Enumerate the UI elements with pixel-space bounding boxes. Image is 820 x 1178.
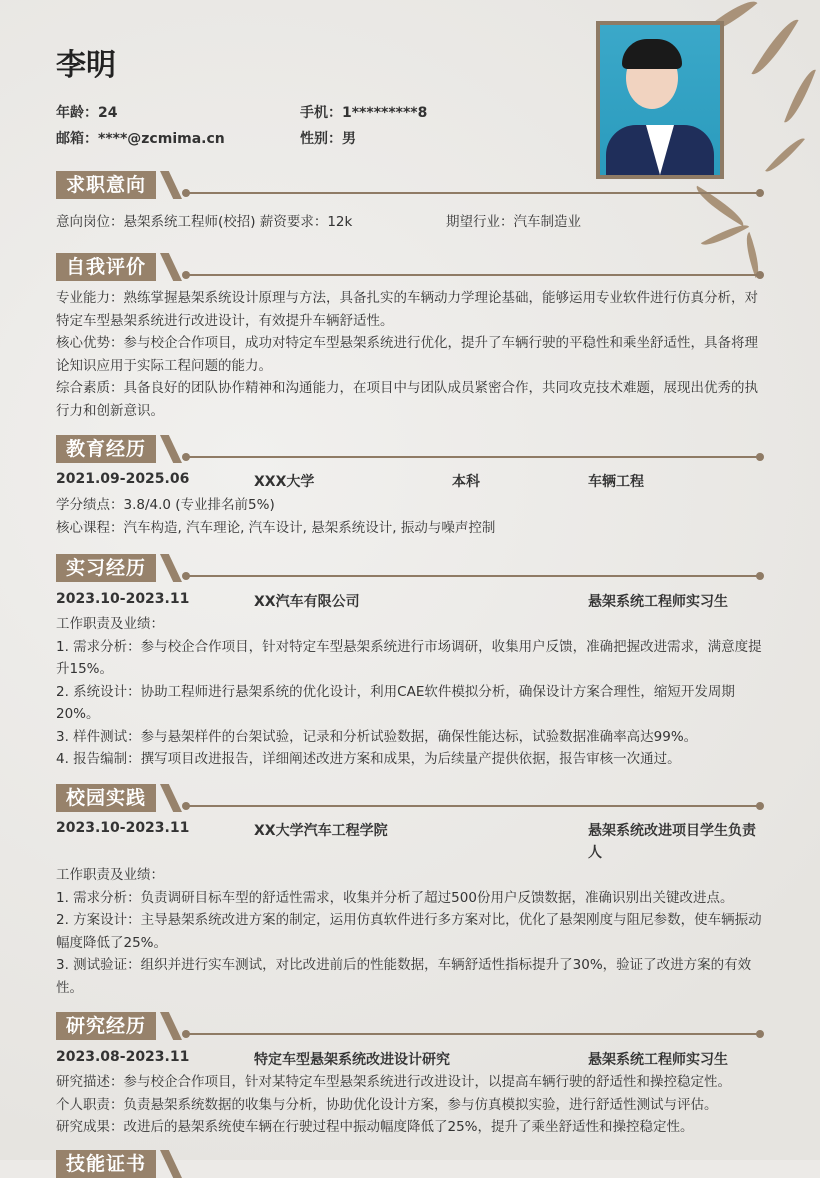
- section-title: 校园实践: [56, 784, 156, 812]
- campus-row: [56, 820, 766, 864]
- intern-line: 2. 系统设计：协助工程师进行悬架系统的优化设计，利用CAE软件模拟分析，确保设计方案合理性，缩短开发周期20%。: [56, 683, 735, 722]
- intent-position: 意向岗位：悬架系统工程师(校招) 薪资要求：12k: [56, 214, 353, 230]
- edu-line: 核心课程：汽车构造, 汽车理论, 汽车设计, 悬架系统设计, 振动与噪声控制: [56, 519, 496, 536]
- section-title: 研究经历: [56, 1012, 156, 1040]
- intent-industry: 期望行业：汽车制造业: [446, 214, 581, 230]
- edu-line: 学分绩点：3.8/4.0 (专业排名前5%): [56, 497, 275, 513]
- intern-line: 3. 样件测试：参与悬架样件的台架试验，记录和分析试验数据，确保性能达标，试验数据准确率高达99%。: [56, 728, 698, 745]
- campus-line: 1. 需求分析：负责调研目标车型的舒适性需求，收集并分析了超过500份用户反馈数据，准确识别出关键改进点。: [56, 889, 734, 906]
- campus-details: [56, 864, 766, 999]
- campus-line: 2. 方案设计：主导悬架系统改进方案的制定，运用仿真软件进行多方案对比，优化了悬架刚度与阻尼参数，使车辆振动幅度降低了25%。: [56, 912, 762, 951]
- research-details: [56, 1071, 766, 1139]
- research-line: 研究描述：参与校企合作项目，针对某特定车型悬架系统进行改进设计，以提高车辆行驶的舒适性和操控稳定性。: [56, 1074, 731, 1090]
- email: 邮箱：****@zcmima.cn: [56, 131, 225, 147]
- research-line: 个人职责：负责悬架系统数据的收集与分析，协助优化设计方案，参与仿真模拟实验，进行舒适性测试与评估。: [56, 1096, 718, 1113]
- research-role: 悬架系统工程师实习生: [588, 1052, 728, 1068]
- campus-role: 悬架系统改进项目学生负责人: [588, 823, 756, 861]
- section-header-internship: [56, 554, 766, 582]
- phone: 手机：1*********8: [300, 105, 428, 121]
- internship-details: [56, 613, 766, 771]
- education-details: [56, 494, 766, 539]
- section-title: 实习经历: [56, 554, 156, 582]
- campus-line: 3. 测试验证：组织并进行实车测试，对比改进前后的性能数据，车辆舒适性指标提升了30%，验证了改进方案的有效性。: [56, 957, 752, 996]
- intern-org: XX汽车有限公司: [254, 594, 360, 610]
- edu-degree: 本科: [452, 474, 480, 490]
- section-header-skills: [56, 1150, 766, 1178]
- research-topic: 特定车型悬架系统改进设计研究: [254, 1052, 450, 1068]
- research-date: 2023.08-2023.11: [56, 1049, 190, 1065]
- research-line: 研究成果：改进后的悬架系统使车辆在行驶过程中振动幅度降低了25%，提升了乘坐舒适性和操控稳定性。: [56, 1119, 694, 1135]
- section-header-research: [56, 1012, 766, 1040]
- section-header-education: [56, 435, 766, 463]
- campus-line: 工作职责及业绩：: [56, 867, 164, 883]
- internship-row: [56, 591, 766, 613]
- campus-org: XX大学汽车工程学院: [254, 823, 388, 839]
- section-title: 求职意向: [56, 171, 156, 199]
- intern-line: 4. 报告编制：撰写项目改进报告，详细阐述改进方案和成果，为后续量产提供依据，报告审核一次通过。: [56, 751, 681, 767]
- section-title: 教育经历: [56, 435, 156, 463]
- research-row: [56, 1049, 766, 1071]
- intern-line: 工作职责及业绩：: [56, 616, 164, 632]
- education-row: [56, 471, 766, 493]
- section-header-self: [56, 253, 766, 281]
- section-title: 技能证书: [56, 1150, 156, 1178]
- self-evaluation: [56, 287, 766, 422]
- candidate-name: 李明: [56, 48, 116, 83]
- intern-line: 1. 需求分析：参与校企合作项目，针对特定车型悬架系统进行市场调研，收集用户反馈，准确把握改进需求，满意度提升15%。: [56, 638, 762, 677]
- age: 年龄：24: [56, 105, 118, 121]
- profile-photo: [596, 21, 724, 179]
- self-line: 专业能力：熟练掌握悬架系统设计原理与方法，具备扎实的车辆动力学理论基础，能够运用专业软件进行仿真分析，对特定车型悬架系统进行改进设计，有效提升车辆舒适性。: [56, 290, 758, 329]
- edu-date: 2021.09-2025.06: [56, 471, 190, 487]
- edu-major: 车辆工程: [588, 474, 644, 490]
- section-title: 自我评价: [56, 253, 156, 281]
- section-header-intent: [56, 171, 766, 199]
- edu-school: XXX大学: [254, 474, 315, 490]
- self-line: 综合素质：具备良好的团队协作精神和沟通能力，在项目中与团队成员紧密合作，共同攻克技术难题，展现出优秀的执行力和创新意识。: [56, 380, 758, 419]
- section-header-campus: [56, 784, 766, 812]
- intern-date: 2023.10-2023.11: [56, 591, 190, 607]
- campus-date: 2023.10-2023.11: [56, 820, 190, 836]
- self-line: 核心优势：参与校企合作项目，成功对特定车型悬架系统进行优化，提升了车辆行驶的平稳性和乘坐舒适性，具备将理论知识应用于实际工程问题的能力。: [56, 335, 758, 374]
- intern-role: 悬架系统工程师实习生: [588, 594, 728, 610]
- gender: 性别：男: [300, 131, 356, 147]
